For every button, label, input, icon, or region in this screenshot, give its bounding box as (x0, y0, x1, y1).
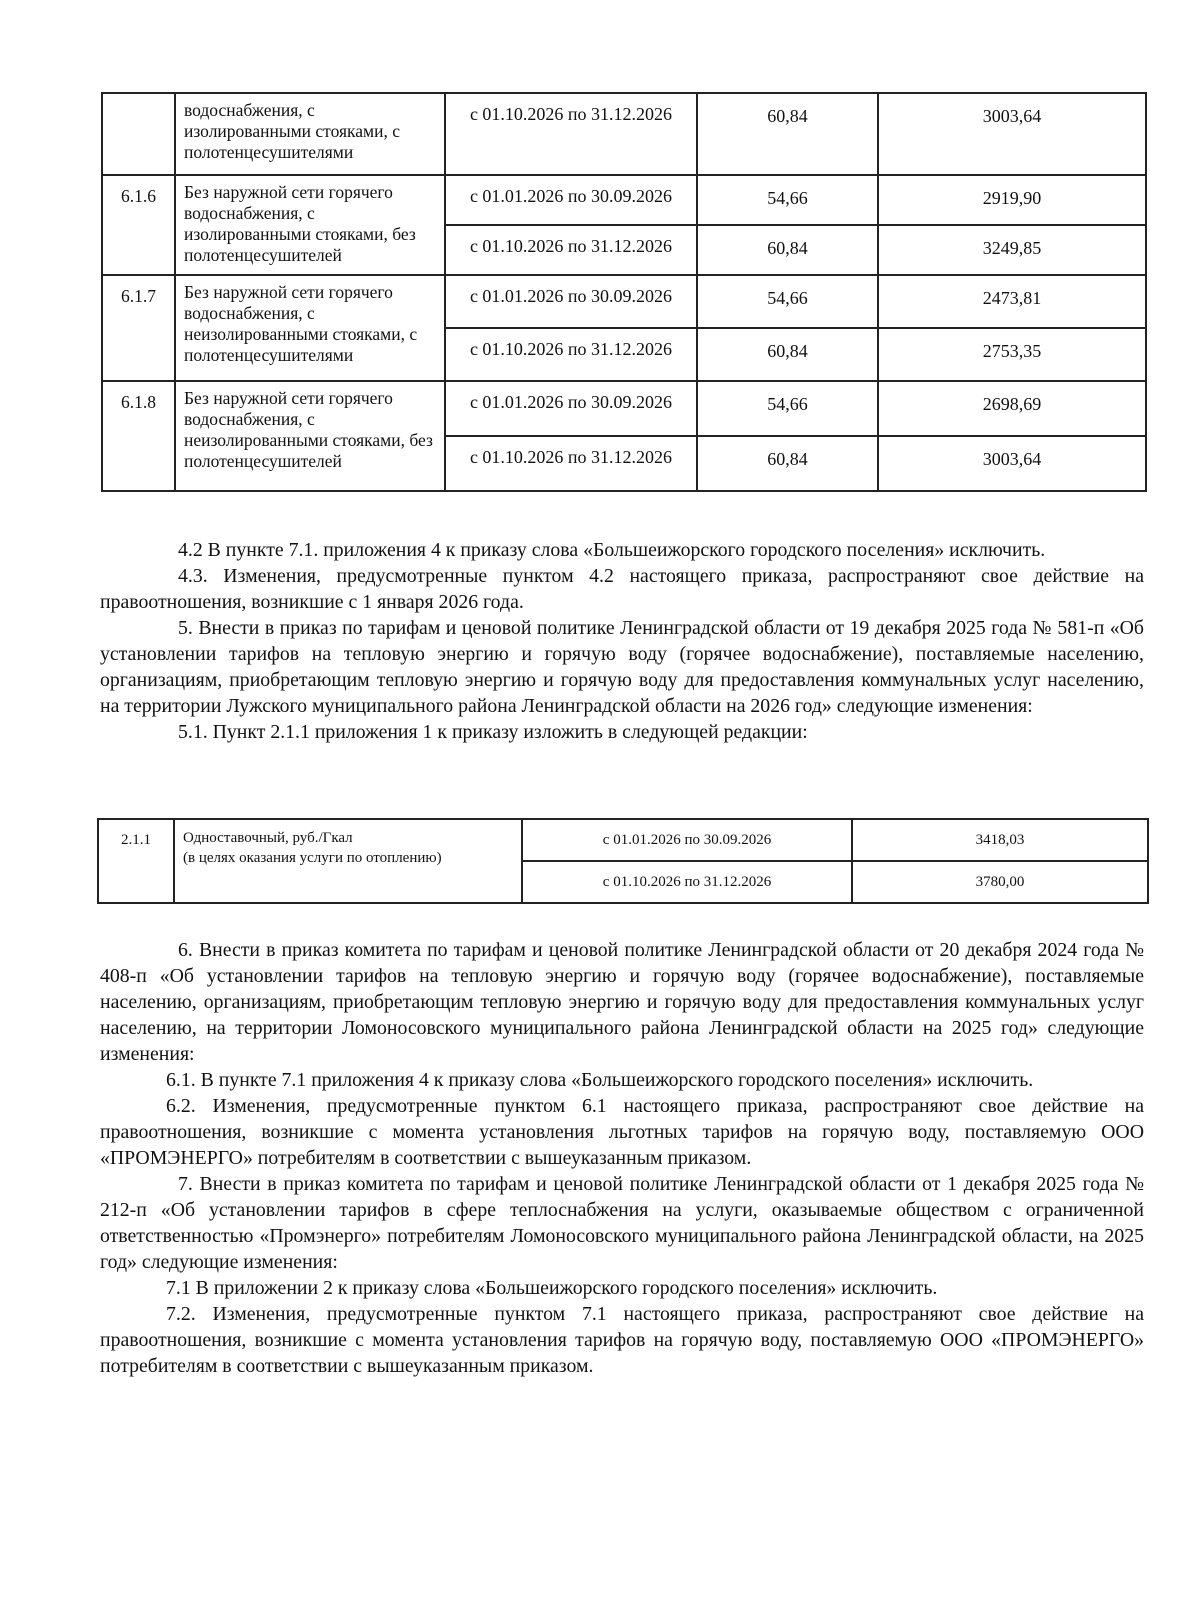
paragraph: 7.1 В приложении 2 к приказу слова «Большеижорского городского поселения» исключить. (166, 1277, 938, 1299)
paragraph: 4.3. Изменения, предусмотренные пунктом 4.2 настоящего приказа, распространяют свое действие на правоотношения, возникшие с 1 января 2026 года. (100, 565, 1144, 613)
paragraph: 6.1. В пункте 7.1 приложения 4 к приказу слова «Большеижорского городского поселения» исключить. (166, 1069, 1034, 1091)
value-cell: 3249,85 (878, 225, 1146, 275)
paragraphs-block-a (100, 537, 1144, 745)
row-number: 6.1.8 (102, 381, 175, 491)
paragraph: 6.2. Изменения, предусмотренные пунктом 6.1 настоящего приказа, распространяют свое действие на правоотношения, возникшие с момента установления льготных тарифов на горячую воду, поставляемую ООО «ПРОМЭНЕРГО» потребителям в соответствии с вышеуказанным приказом. (100, 1095, 1144, 1169)
tariff-table-continuation (101, 92, 1147, 492)
paragraph: 7.2. Изменения, предусмотренные пунктом 7.1 настоящего приказа, распространяют свое действие на правоотношения, возникшие с момента установления тарифов на горячую воду, поставляемую ООО «ПРОМЭНЕРГО» потребителям в соответствии с вышеуказанным приказом. (100, 1303, 1144, 1377)
table-row (98, 819, 1148, 861)
value-cell: 3418,03 (852, 819, 1148, 861)
period-cell: с 01.01.2026 по 30.09.2026 (445, 381, 697, 436)
value-cell: 54,66 (697, 175, 878, 225)
row-description (174, 819, 522, 903)
value-cell: 60,84 (697, 225, 878, 275)
period-cell: с 01.01.2026 по 30.09.2026 (445, 275, 697, 328)
value-cell: 60,84 (697, 436, 878, 491)
paragraph: 4.2 В пункте 7.1. приложения 4 к приказу слова «Большеижорского городского поселения» исключить. (178, 539, 1046, 561)
table-row (102, 93, 1146, 175)
table-row (102, 175, 1146, 225)
period-cell: с 01.01.2026 по 30.09.2026 (522, 819, 852, 861)
row-description: Без наружной сети горячего водоснабжения, с неизолированными стояками, с полотенцесушителями (175, 275, 445, 381)
value-cell: 2919,90 (878, 175, 1146, 225)
value-cell: 54,66 (697, 381, 878, 436)
value-cell: 3003,64 (878, 436, 1146, 491)
row-number: 2.1.1 (98, 819, 174, 903)
row-number: 6.1.7 (102, 275, 175, 381)
value-cell: 3780,00 (852, 861, 1148, 903)
paragraph: 7. Внести в приказ комитета по тарифам и ценовой политике Ленинградской области от 1 декабря 2025 года № 212-п «Об установлении тарифов в сфере теплоснабжения на услуги, оказываемые обществом с ограниченной ответственностью «Промэнерго» потребителям Ломоносовского муниципального района Ленинградской области, на 2025 год» следующие изменения: (100, 1173, 1144, 1273)
value-cell: 60,84 (697, 328, 878, 381)
paragraphs-block-b (100, 937, 1144, 1379)
value-cell: 2473,81 (878, 275, 1146, 328)
paragraph: 6. Внести в приказ комитета по тарифам и ценовой политике Ленинградской области от 20 декабря 2024 года № 408-п «Об установлении тарифов на тепловую энергию и горячую воду (горячее водоснабжение), поставляемые населению, организациям, приобретающим тепловую энергию и горячую воду для предоставления коммунальных услуг населению, на территории Ломоносовского муниципального района Ленинградской области на 2025 год» следующие изменения: (100, 939, 1144, 1065)
value-cell: 2753,35 (878, 328, 1146, 381)
tariff-table-2-1-1 (97, 818, 1149, 904)
table-row (102, 381, 1146, 436)
row-description: водоснабжения, с изолированными стояками, с полотенцесушителями (175, 93, 445, 175)
row-description: Без наружной сети горячего водоснабжения, с неизолированными стояками, без полотенцесушителей (175, 381, 445, 491)
desc-line: (в целях оказания услуги по отоплению) (183, 850, 442, 866)
table-row (102, 275, 1146, 328)
period-cell: с 01.10.2026 по 31.12.2026 (522, 861, 852, 903)
period-cell: с 01.10.2026 по 31.12.2026 (445, 225, 697, 275)
value-cell: 60,84 (697, 93, 878, 175)
value-cell: 3003,64 (878, 93, 1146, 175)
paragraph: 5. Внести в приказ по тарифам и ценовой политике Ленинградской области от 19 декабря 2025 года № 581-п «Об установлении тарифов на тепловую энергию и горячую воду (горячее водоснабжение), поставляемые населению, организациям, приобретающим тепловую энергию и горячую воду для предоставления коммунальных услуг населению, на территории Лужского муниципального района Ленинградской области на 2026 год» следующие изменения: (100, 617, 1144, 717)
period-cell: с 01.01.2026 по 30.09.2026 (445, 175, 697, 225)
period-cell: с 01.10.2026 по 31.12.2026 (445, 328, 697, 381)
period-cell: с 01.10.2026 по 31.12.2026 (445, 436, 697, 491)
period-cell: с 01.10.2026 по 31.12.2026 (445, 93, 697, 175)
value-cell: 2698,69 (878, 381, 1146, 436)
row-number: 6.1.6 (102, 175, 175, 275)
row-number (102, 93, 175, 175)
value-cell: 54,66 (697, 275, 878, 328)
row-description: Без наружной сети горячего водоснабжения, с изолированными стояками, без полотенцесушителей (175, 175, 445, 275)
desc-line: Одноставочный, руб./Гкал (183, 830, 353, 846)
paragraph: 5.1. Пункт 2.1.1 приложения 1 к приказу изложить в следующей редакции: (178, 721, 808, 743)
